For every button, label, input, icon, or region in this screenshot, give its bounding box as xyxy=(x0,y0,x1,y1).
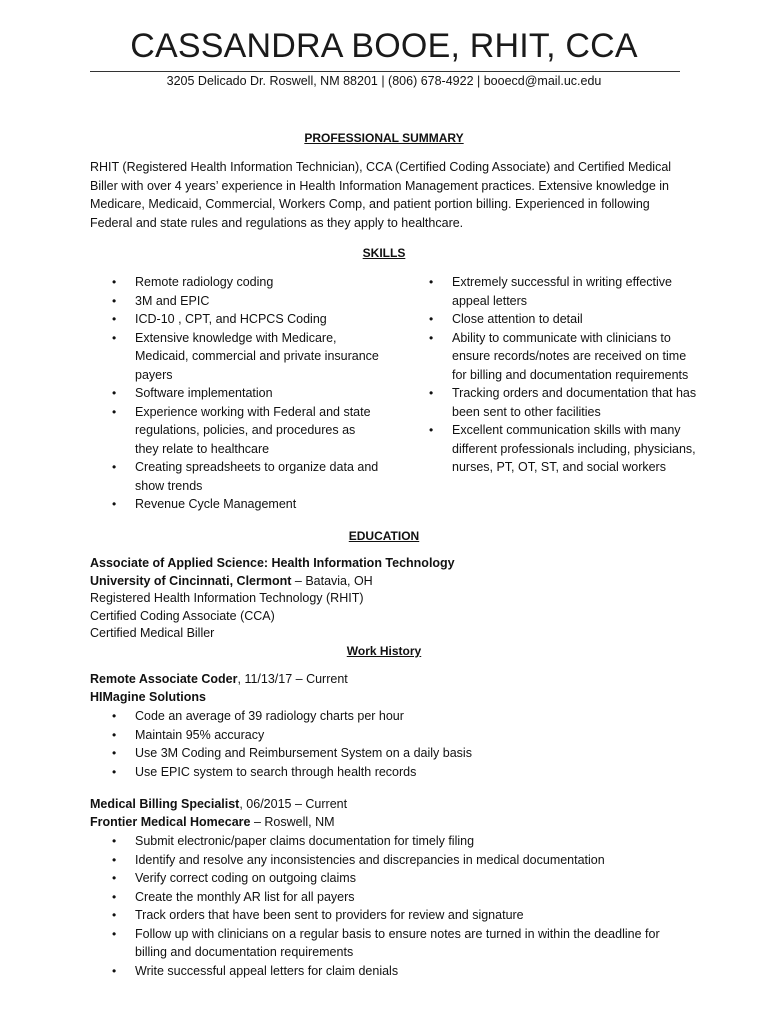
bullet-icon: • xyxy=(112,330,117,345)
list-item: • Identify and resolve any inconsistencies and discrepancies in medical documentation xyxy=(90,851,690,870)
list-item: • Remote radiology coding xyxy=(90,273,380,292)
list-item: • 3M and EPIC xyxy=(90,292,380,311)
list-item: • Code an average of 39 radiology charts per hour xyxy=(90,707,690,726)
list-item: • Close attention to detail xyxy=(407,310,697,329)
job-company: HIMagine Solutions xyxy=(90,689,206,704)
bullet-icon: • xyxy=(112,293,117,308)
list-item: • Creating spreadsheets to organize data and show trends xyxy=(112,460,379,493)
bullet-icon: • xyxy=(112,926,117,941)
skills-left-list xyxy=(90,273,380,514)
summary-heading: PROFESSIONAL SUMMARY xyxy=(304,131,464,145)
list-item: • Maintain 95% accuracy xyxy=(90,726,690,745)
list-item: • Create the monthly AR list for all payers xyxy=(90,888,690,907)
education-heading: EDUCATION xyxy=(348,529,420,543)
list-item: • Follow up with clinicians on a regular basis to ensure notes are turned in within the deadline for billing and documentation requirements xyxy=(112,926,660,959)
list-item: • Ability to communicate with clinicians to ensure records/notes are received on time for billing and documentation requirements xyxy=(429,330,689,382)
job-entry xyxy=(90,671,690,706)
bullet-icon: • xyxy=(112,386,117,400)
degree: Associate of Applied Science: Health Information Technology xyxy=(90,556,455,570)
bullet-icon: • xyxy=(112,746,117,760)
summary-text: RHIT (Registered Health Information Technician), CCA (Certified Coding Associate) and Certified Medical Biller with over 4 years’ experience in Health Information Management practices. Extensive knowledge in Medicare, Medicaid, Commercial, Workers Comp, and patient portion billing. Experienced in following Federal and state rules and regulations as they apply to healthcare. xyxy=(90,160,672,230)
school: University of Cincinnati, Clermont – Batavia, OH xyxy=(90,573,373,588)
job-title: Medical Billing Specialist, 06/2015 – Current xyxy=(90,797,348,811)
list-item: • Write successful appeal letters for claim denials xyxy=(90,962,690,981)
bullet-icon: • xyxy=(112,404,117,419)
job-2-duties xyxy=(90,832,690,980)
skills-right-list xyxy=(407,273,697,477)
education-block xyxy=(90,555,690,643)
bullet-icon: • xyxy=(112,963,117,978)
skills-heading: SKILLS xyxy=(362,246,406,260)
bullet-icon: • xyxy=(429,330,434,345)
list-item: • Use EPIC system to search through health records xyxy=(90,763,690,782)
bullet-icon: • xyxy=(112,889,117,904)
list-item: • Experience working with Federal and state regulations, policies, and procedures as they relate to healthcare xyxy=(112,404,371,456)
bullet-icon: • xyxy=(429,312,434,326)
list-item: • Verify correct coding on outgoing claims xyxy=(90,869,690,888)
certification-rhit: Registered Health Information Technology (RHIT) xyxy=(90,591,364,605)
list-item: • Revenue Cycle Management xyxy=(90,495,380,514)
bullet-icon: • xyxy=(112,275,117,289)
work-history-heading: Work History xyxy=(346,644,422,658)
job-entry xyxy=(90,796,690,831)
list-item: • Submit electronic/paper claims documentation for timely filing xyxy=(90,832,690,851)
list-item: • Extremely successful in writing effective appeal letters xyxy=(429,275,672,308)
bullet-icon: • xyxy=(112,709,117,723)
bullet-icon: • xyxy=(112,764,117,779)
list-item: • Excellent communication skills with many different professionals including, physicians, nurses, PT, OT, ST, and social workers xyxy=(429,423,696,474)
bullet-icon: • xyxy=(112,908,117,922)
job-1-duties xyxy=(90,707,690,781)
list-item: • Software implementation xyxy=(90,384,380,403)
bullet-icon: • xyxy=(429,423,434,437)
list-item: • Extensive knowledge with Medicare, Medicaid, commercial and private insurance payers xyxy=(112,330,379,382)
bullet-icon: • xyxy=(112,460,117,474)
certification-cca: Certified Coding Associate (CCA) xyxy=(90,608,275,623)
bullet-icon: • xyxy=(112,834,117,848)
candidate-name: CASSANDRA BOOE, RHIT, CCA xyxy=(130,27,638,65)
list-item: • Use 3M Coding and Reimbursement System on a daily basis xyxy=(90,744,690,763)
bullet-icon: • xyxy=(429,275,434,289)
bullet-icon: • xyxy=(112,871,117,885)
contact-info: 3205 Delicado Dr. Roswell, NM 88201 | (806) 678-4922 | booecd@mail.uc.edu xyxy=(166,74,602,88)
job-company: Frontier Medical Homecare – Roswell, NM xyxy=(90,814,335,829)
certification-biller: Certified Medical Biller xyxy=(90,626,215,640)
list-item: • ICD-10 , CPT, and HCPCS Coding xyxy=(90,310,380,329)
bullet-icon: • xyxy=(112,852,117,867)
job-title: Remote Associate Coder, 11/13/17 – Current xyxy=(90,672,348,686)
header-divider xyxy=(90,71,680,72)
bullet-icon: • xyxy=(112,727,117,742)
list-item: • Tracking orders and documentation that has been sent to other facilities xyxy=(429,386,697,419)
bullet-icon: • xyxy=(112,497,117,511)
bullet-icon: • xyxy=(112,312,117,326)
list-item: • Track orders that have been sent to providers for review and signature xyxy=(90,906,690,925)
bullet-icon: • xyxy=(429,386,434,400)
